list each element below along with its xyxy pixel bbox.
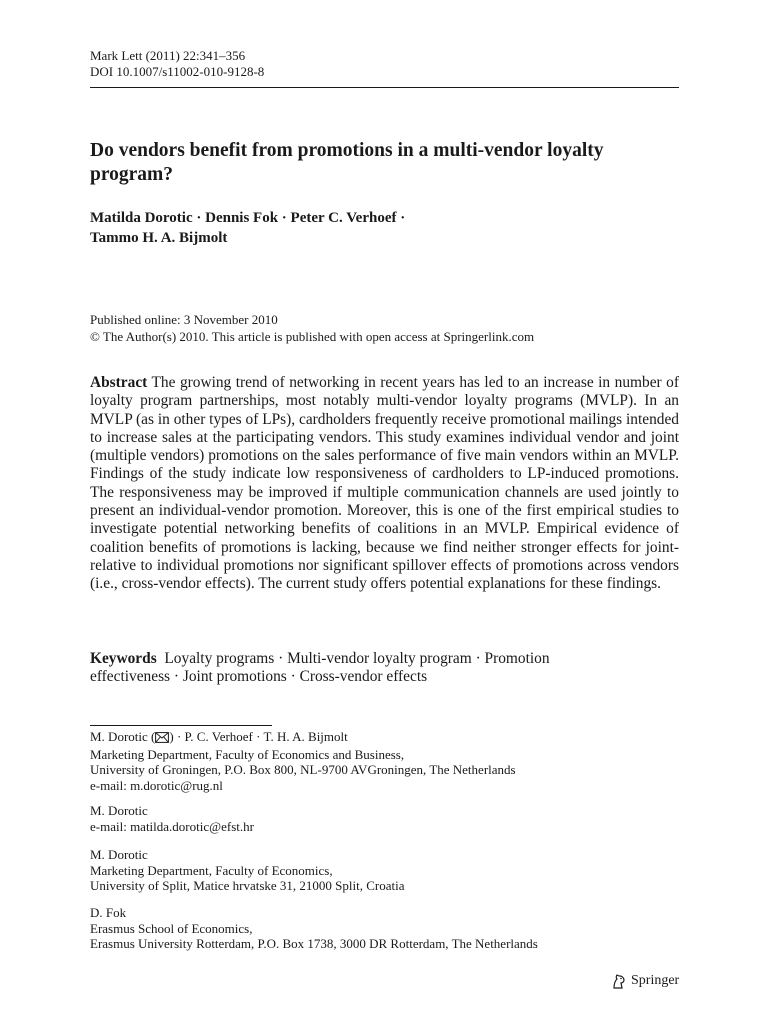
keywords-line-1: Loyalty programs · Multi-vendor loyalty program · Promotion — [164, 650, 550, 667]
abstract — [90, 374, 679, 594]
affiliation-department: Marketing Department, Faculty of Economics and Business, — [90, 746, 405, 762]
affiliation-department: Marketing Department, Faculty of Economics, — [90, 862, 333, 878]
copyright-notice: © The Author(s) 2010. This article is published with open access at Springerlink.com — [90, 329, 535, 344]
author-line-2: Tammo H. A. Bijmolt — [90, 230, 228, 246]
affiliation-authors: M. Dorotic — [90, 803, 148, 818]
author-line-1: Matilda Dorotic · Dennis Fok · Peter C. Verhoef · — [90, 210, 406, 226]
keywords-label: Keywords — [90, 650, 157, 667]
publisher-name: Springer — [631, 973, 680, 988]
article-title: Do vendors benefit from promotions in a multi-vendor loyalty program? — [90, 140, 604, 185]
affiliation-email[interactable]: e-mail: m.dorotic@rug.nl — [90, 777, 223, 793]
affiliation-department: Erasmus School of Economics, — [90, 920, 253, 936]
affiliation-block — [90, 847, 680, 894]
affiliation-address: Erasmus University Rotterdam, P.O. Box 1738, 3000 DR Rotterdam, The Netherlands — [90, 936, 538, 951]
header-rule — [90, 87, 679, 88]
affiliation-authors: D. Fok — [90, 905, 127, 920]
keywords-line-2: effectiveness · Joint promotions · Cross-vendor effects — [90, 668, 428, 686]
doi[interactable]: DOI 10.1007/s11002-010-9128-8 — [90, 64, 265, 79]
publication-info — [90, 311, 680, 345]
affiliation-block — [90, 729, 680, 793]
abstract-text: The growing trend of networking in recent years has led to an increase in number of loyalty program partnerships, most notably multi-vendor loyalty programs (MVLP). In an MVLP (as in other types of LPs), cardholders frequently receive promotional mailings intended to increase sales at the participating vendors. This study examines individual vendor and joint (multiple vendors) promotions on the sales performance of five main vendors within an MVLP. Findings of the study indicate low responsiveness of cardholders to LP-induced promotions. The responsiveness may be improved if multiple communication channels are used jointly to present an individual-vendor promotion. Moreover, this is one of the first empirical studies to investigate potential networking benefits of coalitions in an MVLP. Empirical evidence of coalition benefits of promotions is lacking, because we find neither stronger effects for joint-relative to individual promotions nor significant spillover effects of promotions across vendors (i.e., cross-vendor effects). The current study offers potential explanations for these findings. — [90, 374, 679, 593]
abstract-label: Abstract — [90, 374, 148, 391]
affiliation-email[interactable]: e-mail: matilda.dorotic@efst.hr — [90, 818, 254, 834]
envelope-icon[interactable] — [155, 731, 169, 747]
springer-horse-icon — [611, 973, 627, 990]
footnote-rule — [90, 725, 272, 726]
affiliation-authors: M. Dorotic — [90, 847, 148, 862]
affiliation-address: University of Split, Matice hrvatske 31, 21000 Split, Croatia — [90, 878, 405, 893]
affiliation-authors: M. Dorotic ( ) · P. C. Verhoef · T. H. A. Bijmolt — [90, 729, 680, 747]
affiliation-address: University of Groningen, P.O. Box 800, NL-9700 AVGroningen, The Netherlands — [90, 762, 516, 777]
keywords — [90, 650, 679, 687]
publisher-logo — [611, 972, 679, 990]
affiliation-block — [90, 905, 680, 952]
affiliation-block — [90, 803, 680, 834]
published-date: Published online: 3 November 2010 — [90, 312, 278, 327]
journal-citation: Mark Lett (2011) 22:341–356 — [90, 48, 246, 63]
author-list — [90, 208, 680, 248]
